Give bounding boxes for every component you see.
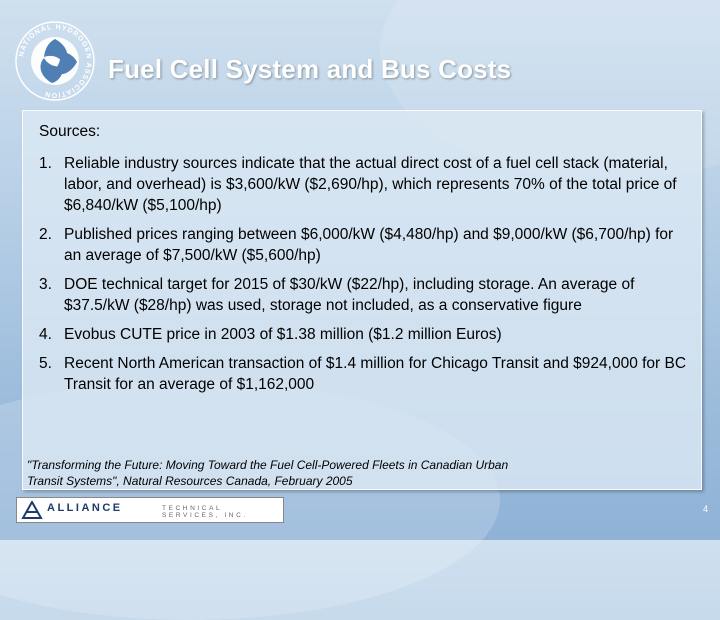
source-number: 3. — [39, 276, 52, 293]
source-item — [39, 274, 689, 316]
source-number: 1. — [39, 155, 52, 172]
logo-ring-text: NATIONAL HYDROGEN ASSOCIATION — [18, 23, 93, 99]
source-item — [39, 153, 689, 216]
slide-title: Fuel Cell System and Bus Costs — [108, 54, 512, 84]
source-number: 5. — [39, 355, 52, 372]
sources-heading: Sources: — [39, 123, 101, 140]
source-number: 2. — [39, 226, 52, 243]
alliance-logo-icon — [21, 501, 43, 519]
page-number: 4 — [702, 504, 708, 514]
source-text: Published prices ranging between $6,000/kW ($4,480/hp) and $9,000/kW ($6,700/hp) for an average of $7,500/kW ($5,600/hp) — [64, 226, 674, 264]
source-number: 4. — [39, 326, 52, 343]
source-text: Reliable industry sources indicate that the actual direct cost of a fuel cell stack (material, labor, and overhead) is $3,600/kW ($2,690/hp), which represents 70% of the total price of $6,840/kW ($5,100/hp) — [64, 155, 677, 214]
source-text: Evobus CUTE price in 2003 of $1.38 million ($1.2 million Euros) — [64, 326, 502, 343]
association-logo — [14, 20, 96, 102]
source-item — [39, 224, 689, 266]
footer-brand: ALLIANCE — [47, 502, 123, 514]
source-item — [39, 353, 689, 395]
source-item — [39, 324, 689, 345]
footer-logo-bar — [16, 497, 284, 523]
source-text: Recent North American transaction of $1.4 million for Chicago Transit and $924,000 for BC Transit for an average of $1,162,000 — [64, 355, 687, 393]
footer-subbrand: TECHNICAL SERVICES, INC. — [162, 505, 248, 519]
content-panel — [22, 110, 702, 490]
sources-list — [39, 153, 689, 403]
citation: "Transforming the Future: Moving Toward the Fuel Cell-Powered Fleets in Canadian Urban Transit Systems", Natural Resources Canada, February 2005 — [27, 458, 509, 488]
source-text: DOE technical target for 2015 of $30/kW ($22/hp), including storage. An average of $37.5/kW ($28/hp) was used, storage not included, as a conservative figure — [64, 276, 635, 314]
